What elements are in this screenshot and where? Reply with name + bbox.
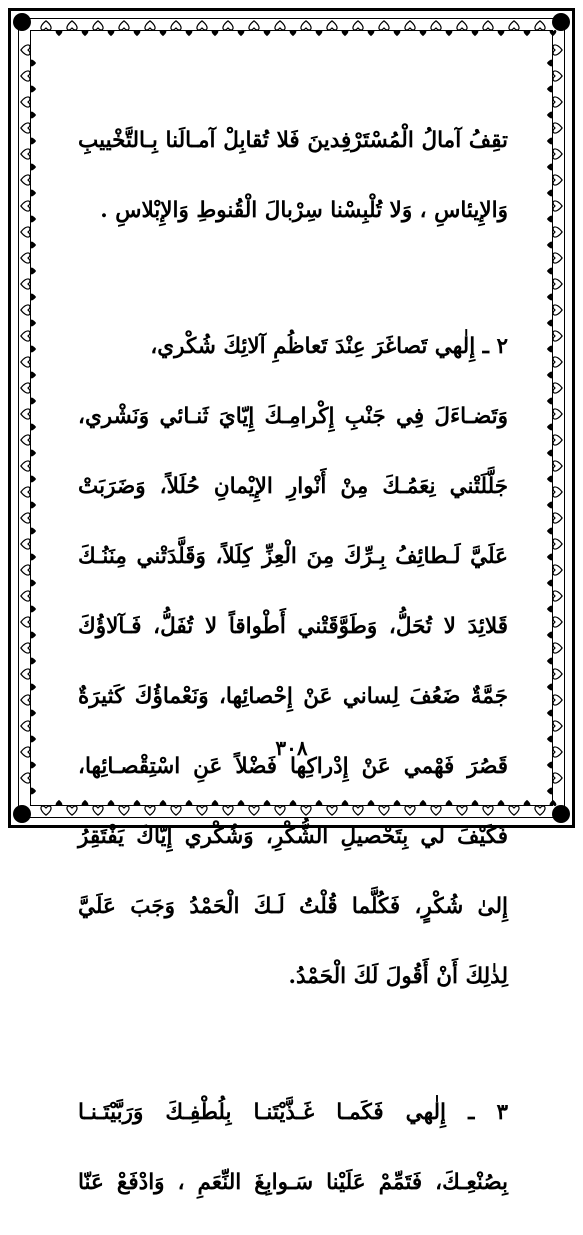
- heart-ornament-icon: [535, 806, 545, 815]
- heart-ornament-icon: [509, 806, 519, 815]
- solid-heart-icon: [30, 86, 36, 93]
- solid-heart-icon: [30, 294, 36, 301]
- heart-ornament-icon: [553, 149, 562, 159]
- heart-ornament-icon: [405, 21, 415, 30]
- heart-ornament-icon: [21, 643, 30, 653]
- heart-ornament-icon: [41, 806, 51, 815]
- heart-ornament-icon: [553, 721, 562, 731]
- solid-heart-icon: [547, 554, 553, 561]
- solid-heart-icon: [547, 86, 553, 93]
- solid-heart-icon: [547, 138, 553, 145]
- heart-ornament-icon: [553, 71, 562, 81]
- solid-heart-icon: [550, 800, 557, 806]
- solid-heart-icon: [264, 30, 271, 36]
- solid-heart-icon: [30, 372, 36, 379]
- solid-heart-icon: [547, 346, 553, 353]
- heart-ornament-icon: [553, 409, 562, 419]
- heart-ornament-icon: [67, 21, 77, 30]
- solid-heart-icon: [342, 30, 349, 36]
- solid-heart-icon: [30, 138, 36, 145]
- text-line: وَالإِيئاسِ ، وَلا تُلْبِسْنا سِرْبالَ الْقُنوطِ وَالإِبْلاسِ .: [100, 198, 508, 223]
- solid-heart-icon: [30, 762, 36, 769]
- heart-ornament-icon: [21, 253, 30, 263]
- solid-heart-icon: [547, 762, 553, 769]
- solid-heart-icon: [30, 476, 36, 483]
- text-line: ٢ ـ إِلٰهي تَصاغَرَ عِنْدَ تَعاظُمِ آلائِكَ شُكْري،: [150, 334, 508, 359]
- heart-ornament-icon: [553, 45, 562, 55]
- solid-heart-icon: [30, 398, 36, 405]
- solid-heart-icon: [547, 294, 553, 301]
- paragraph-2: [78, 294, 508, 1029]
- solid-heart-icon: [30, 424, 36, 431]
- heart-ornament-icon: [553, 201, 562, 211]
- solid-heart-icon: [547, 424, 553, 431]
- solid-heart-icon: [547, 502, 553, 509]
- solid-heart-icon: [30, 320, 36, 327]
- heart-ornament-icon: [21, 409, 30, 419]
- heart-ornament-icon: [553, 97, 562, 107]
- heart-ornament-icon: [21, 383, 30, 393]
- corner-rosette-icon: [13, 805, 31, 823]
- solid-heart-icon: [30, 684, 36, 691]
- solid-heart-icon: [290, 30, 297, 36]
- heart-ornament-icon: [353, 21, 363, 30]
- heart-ornament-icon: [553, 253, 562, 263]
- solid-heart-icon: [186, 30, 193, 36]
- heart-ornament-icon: [553, 617, 562, 627]
- solid-heart-icon: [547, 320, 553, 327]
- heart-ornament-icon: [21, 97, 30, 107]
- solid-heart-icon: [547, 684, 553, 691]
- heart-ornament-icon: [21, 201, 30, 211]
- heart-ornament-icon: [93, 21, 103, 30]
- heart-ornament-icon: [21, 721, 30, 731]
- solid-heart-icon: [547, 450, 553, 457]
- corner-rosette-icon: [552, 13, 570, 31]
- text-line: جَمَّةٌ ضَعُفَ لِساني عَنْ إِحْصائِها، وَنَعْماؤُكَ كَثيرَةٌ: [78, 684, 508, 709]
- solid-heart-icon: [547, 372, 553, 379]
- heart-ornament-icon: [21, 149, 30, 159]
- solid-heart-icon: [547, 788, 553, 795]
- heart-ornament-icon: [145, 21, 155, 30]
- heart-ornament-icon: [21, 591, 30, 601]
- heart-ornament-icon: [553, 487, 562, 497]
- heart-ornament-icon: [553, 435, 562, 445]
- solid-heart-icon: [30, 112, 36, 119]
- solid-heart-icon: [547, 216, 553, 223]
- heart-ornament-icon: [301, 21, 311, 30]
- solid-heart-icon: [30, 710, 36, 717]
- heart-ornament-icon: [553, 539, 562, 549]
- corner-rosette-icon: [552, 805, 570, 823]
- solid-heart-icon: [394, 30, 401, 36]
- solid-heart-icon: [547, 268, 553, 275]
- solid-heart-icon: [368, 30, 375, 36]
- solid-heart-icon: [472, 30, 479, 36]
- heart-ornament-icon: [21, 773, 30, 783]
- solid-heart-icon: [30, 658, 36, 665]
- solid-heart-icon: [547, 632, 553, 639]
- heart-ornament-icon: [21, 45, 30, 55]
- solid-heart-icon: [30, 606, 36, 613]
- solid-heart-icon: [547, 60, 553, 67]
- corner-rosette-icon: [13, 13, 31, 31]
- solid-heart-icon: [498, 30, 505, 36]
- solid-heart-icon: [547, 398, 553, 405]
- solid-heart-icon: [547, 242, 553, 249]
- heart-ornament-icon: [553, 591, 562, 601]
- solid-heart-icon: [160, 30, 167, 36]
- heart-ornament-icon: [483, 21, 493, 30]
- heart-ornament-icon: [553, 565, 562, 575]
- heart-ornament-icon: [535, 21, 545, 30]
- solid-heart-icon: [30, 346, 36, 353]
- solid-heart-icon: [547, 658, 553, 665]
- text-line: جَلَّلَتْني نِعَمُـكَ مِنْ أَنْوارِ الإِيْمانِ حُلَلاً، وَضَرَبَتْ: [78, 474, 508, 499]
- heart-ornament-icon: [171, 21, 181, 30]
- heart-ornament-icon: [21, 279, 30, 289]
- solid-heart-icon: [212, 30, 219, 36]
- text-line: لِذٰلِكَ أَنْ أَقُولَ لَكَ الْحَمْدُ.: [288, 964, 508, 989]
- solid-heart-icon: [547, 580, 553, 587]
- text-line: إِلىٰ شُكْرٍ، فَكُلَّما قُلْتُ لَـكَ الْحَمْدُ وَجَبَ عَلَيَّ: [78, 894, 508, 919]
- text-line: فَكَيْفَ لي بِتَحْصيلِ الشُّكْرِ، وَشُكْري إِيّاكَ يَفْتَقِرُ: [78, 824, 508, 849]
- solid-heart-icon: [30, 450, 36, 457]
- heart-ornament-icon: [21, 461, 30, 471]
- solid-heart-icon: [56, 800, 63, 806]
- solid-heart-icon: [56, 30, 63, 36]
- text-line: ٣ ـ إِلٰهي فَكَمـا غَـذَّيْتَنـا بِلُطْفِـكَ وَرَبَّيْتَـنـا: [78, 1100, 508, 1125]
- solid-heart-icon: [547, 528, 553, 535]
- heart-ornament-icon: [553, 695, 562, 705]
- heart-ornament-icon: [119, 21, 129, 30]
- heart-ornament-icon: [327, 21, 337, 30]
- solid-heart-icon: [30, 528, 36, 535]
- solid-heart-icon: [524, 800, 531, 806]
- solid-heart-icon: [30, 502, 36, 509]
- heart-ornament-icon: [553, 227, 562, 237]
- heart-ornament-icon: [21, 123, 30, 133]
- heart-ornament-icon: [509, 21, 519, 30]
- heart-ornament-icon: [21, 305, 30, 315]
- heart-ornament-icon: [21, 331, 30, 341]
- paragraph-1: [78, 88, 508, 263]
- solid-heart-icon: [550, 30, 557, 36]
- solid-heart-icon: [30, 190, 36, 197]
- heart-ornament-icon: [223, 21, 233, 30]
- text-line: قَصُرَ فَهْمي عَنْ إِدْراكِها فَضْلاً عَنِ اسْتِقْصـائِها،: [78, 754, 508, 779]
- solid-heart-icon: [30, 268, 36, 275]
- heart-ornament-icon: [21, 175, 30, 185]
- solid-heart-icon: [30, 788, 36, 795]
- heart-ornament-icon: [67, 806, 77, 815]
- heart-ornament-icon: [21, 435, 30, 445]
- heart-ornament-icon: [21, 617, 30, 627]
- heart-ornament-icon: [21, 357, 30, 367]
- heart-ornament-icon: [553, 279, 562, 289]
- heart-ornament-icon: [553, 305, 562, 315]
- heart-ornament-icon: [553, 383, 562, 393]
- heart-ornament-icon: [553, 461, 562, 471]
- page-number: ٣٠٨: [275, 736, 308, 760]
- solid-heart-icon: [30, 164, 36, 171]
- heart-ornament-icon: [41, 21, 51, 30]
- heart-ornament-icon: [553, 123, 562, 133]
- solid-heart-icon: [316, 30, 323, 36]
- heart-ornament-icon: [21, 565, 30, 575]
- text-line: تقِفُ آمالُ الْمُسْتَرْفِدينَ فَلا تُقابِلْ آمـالَنا بِـالتَّخْييبِ: [78, 128, 508, 153]
- solid-heart-icon: [547, 476, 553, 483]
- heart-ornament-icon: [457, 21, 467, 30]
- solid-heart-icon: [547, 606, 553, 613]
- text-line: بِصُنْعِـكَ، فَتَمِّمْ عَلَيْنا سَـوابِغَ النِّعَمِ ، وَادْفَعْ عَنّا: [78, 1170, 508, 1195]
- heart-ornament-icon: [21, 669, 30, 679]
- paragraph-3: [78, 1060, 508, 1235]
- heart-ornament-icon: [553, 331, 562, 341]
- heart-ornament-icon: [197, 21, 207, 30]
- text-line: وَتَضـاءَلَ فِي جَنْبِ إِكْرامِـكَ إِيّايَ ثَنـائي وَنَشْري،: [78, 404, 508, 429]
- solid-heart-icon: [420, 30, 427, 36]
- solid-heart-icon: [30, 554, 36, 561]
- solid-heart-icon: [446, 30, 453, 36]
- heart-ornament-icon: [553, 643, 562, 653]
- heart-ornament-icon: [275, 21, 285, 30]
- solid-heart-icon: [30, 60, 36, 67]
- solid-heart-icon: [30, 216, 36, 223]
- text-line: عَلَيَّ لَـطائِفُ بِـرِّكَ مِنَ الْعِزِّ كِلَلاً، وَقَلَّدَتْني مِنَنُـكَ: [78, 544, 508, 569]
- solid-heart-icon: [108, 30, 115, 36]
- solid-heart-icon: [30, 632, 36, 639]
- solid-heart-icon: [134, 30, 141, 36]
- heart-ornament-icon: [21, 227, 30, 237]
- solid-heart-icon: [547, 164, 553, 171]
- heart-ornament-icon: [21, 513, 30, 523]
- heart-ornament-icon: [21, 487, 30, 497]
- heart-ornament-icon: [21, 539, 30, 549]
- solid-heart-icon: [547, 112, 553, 119]
- solid-heart-icon: [30, 580, 36, 587]
- heart-ornament-icon: [249, 21, 259, 30]
- solid-heart-icon: [82, 30, 89, 36]
- solid-heart-icon: [30, 242, 36, 249]
- heart-ornament-icon: [379, 21, 389, 30]
- heart-ornament-icon: [21, 695, 30, 705]
- heart-ornament-icon: [553, 513, 562, 523]
- heart-ornament-icon: [553, 175, 562, 185]
- heart-ornament-icon: [553, 669, 562, 679]
- heart-ornament-icon: [553, 773, 562, 783]
- solid-heart-icon: [238, 30, 245, 36]
- solid-heart-icon: [524, 30, 531, 36]
- solid-heart-icon: [547, 190, 553, 197]
- text-line: قَلائِدَ لا تُحَلُّ، وَطَوَّقَتْني أَطْواقاً لا تُفَلُّ، فَـآلاؤُكَ: [78, 614, 508, 639]
- heart-ornament-icon: [553, 357, 562, 367]
- heart-ornament-icon: [431, 21, 441, 30]
- heart-ornament-icon: [21, 71, 30, 81]
- solid-heart-icon: [547, 710, 553, 717]
